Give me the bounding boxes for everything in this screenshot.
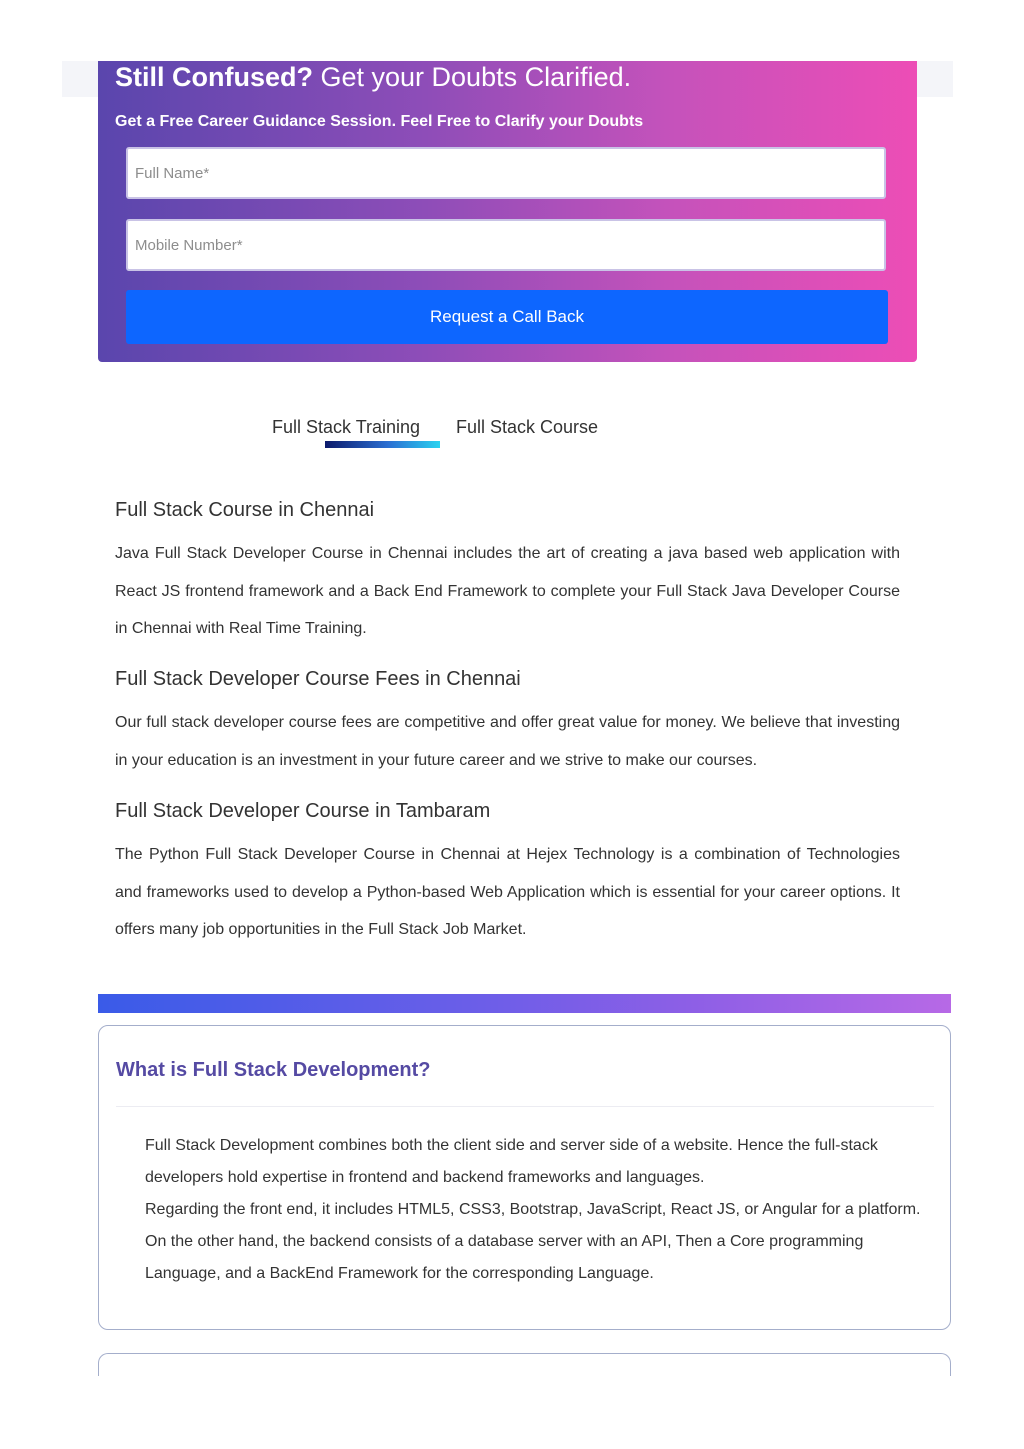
gradient-divider-bar: [98, 994, 951, 1013]
tab-full-stack-training[interactable]: Full Stack Training: [272, 417, 421, 437]
course-tabs: [0, 417, 1024, 457]
request-call-back-button[interactable]: Request a Call Back: [126, 290, 888, 344]
section-body-course-chennai: Java Full Stack Developer Course in Chennai includes the art of creating a java based web application with React JS frontend framework and a Back End Framework to complete your Full Stack Java Developer Course in Chennai with Real Time Training.: [115, 545, 900, 637]
section-body-course-tambaram: The Python Full Stack Developer Course in Chennai at Hejex Technology is a combination of Technologies and frameworks used to develop a Python-based Web Application which is essential for your career options. It offers many job opportunities in the Full Stack Job Market.: [115, 846, 900, 938]
full-name-input[interactable]: [126, 147, 886, 199]
section-heading-course-fees: Full Stack Developer Course Fees in Chennai: [115, 668, 521, 690]
callback-form-panel: [98, 61, 917, 362]
faq-answer: [145, 1130, 935, 1290]
faq-card: [98, 1025, 951, 1330]
active-tab-indicator: [325, 441, 440, 448]
hero-subtitle: Get a Free Career Guidance Session. Feel Free to Clarify your Doubts: [115, 113, 644, 130]
faq-answer-paragraph: Regarding the front end, it includes HTML5, CSS3, Bootstrap, JavaScript, React JS, or Angular for a platform. On the other hand, the backend consists of a database server with an API, Then a Core programming Language, and a BackEnd Framework for the corresponding Language.: [145, 1201, 921, 1282]
hero-title-bold: Still Confused?: [115, 62, 313, 92]
section-body-course-fees: Our full stack developer course fees are competitive and offer great value for money. We believe that investing in your education is an investment in your future career and we strive to make our courses.: [115, 714, 900, 769]
faq-title[interactable]: What is Full Stack Development?: [116, 1059, 431, 1081]
faq-answer-paragraph: Full Stack Development combines both the client side and server side of a website. Hence the full-stack developers hold expertise in frontend and backend frameworks and languages.: [145, 1137, 878, 1186]
section-heading-course-chennai: Full Stack Course in Chennai: [115, 499, 375, 521]
hero-title-rest: Get your Doubts Clarified.: [313, 62, 632, 92]
mobile-number-input[interactable]: [126, 219, 886, 271]
section-heading-course-tambaram: Full Stack Developer Course in Tambaram: [115, 800, 491, 822]
faq-divider: [116, 1106, 934, 1107]
page-bottom-margin: [0, 1376, 1024, 1449]
tab-full-stack-course[interactable]: Full Stack Course: [456, 417, 599, 437]
hero-title: [115, 61, 631, 93]
